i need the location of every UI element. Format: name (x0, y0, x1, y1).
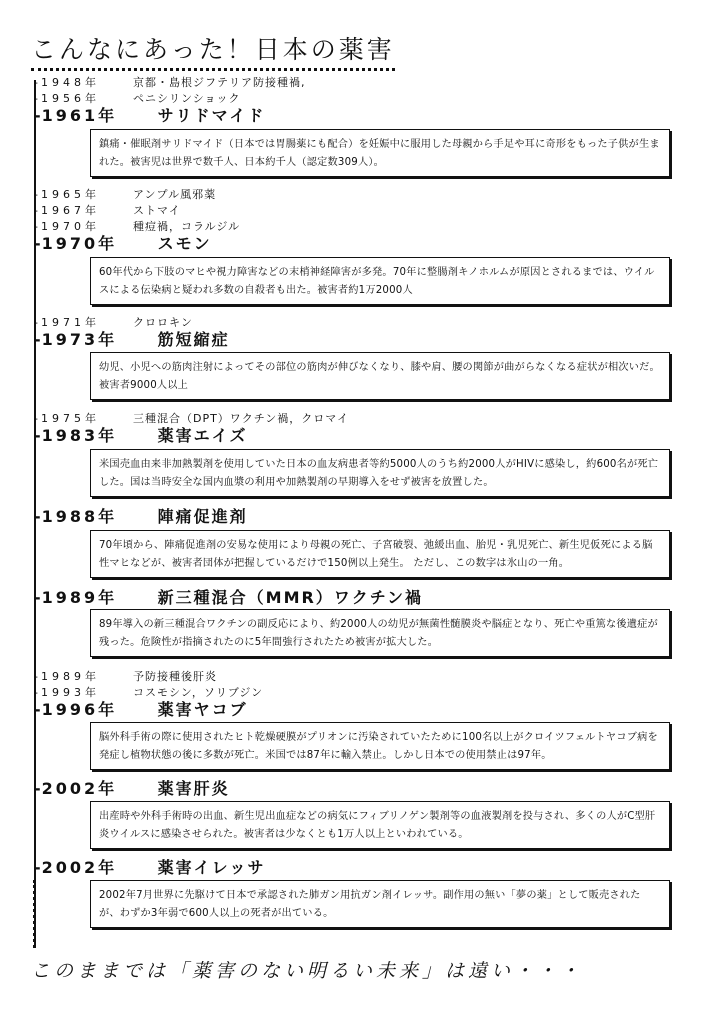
event-name: 京都・島根ジフテリア防接種禍, (132, 76, 306, 89)
page-title: こんなにあった！日本の薬害 (31, 30, 395, 71)
event-description-box: 70年頃から、陣痛促進剤の安易な使用により母親の死亡、子宮破裂、弛緩出血、胎児・乳児死亡、新生児仮死による脳性マヒなどが、被害者団体が把握しているだけで150例以上発生。 ただし、この数字は氷山の一角。 (90, 530, 670, 578)
event-name: 薬害エイズ (157, 426, 248, 445)
event-description-box: 脳外科手術の際に使用されたヒト乾燥硬膜がプリオンに汚染されていたために100名以上がクロイツフェルトヤコブ病を発症し植物状態の後に多数が死亡。米国では87年に輸入禁止。しかし日本での使用禁止は97年。 (90, 722, 670, 770)
event-name: アンプル風邪薬 (132, 188, 217, 201)
event-year: 1988年 (41, 507, 118, 526)
event-name: 種痘禍，コラルジル (132, 220, 241, 233)
major-event-heading (34, 106, 265, 125)
major-event-heading (34, 507, 248, 526)
event-description-box: 出産時や外科手術時の出血、新生児出血症などの病気にフィブリノゲン製剤等の血液製剤を投与され、多くの人がC型肝炎ウイルスに感染させられた。被害者は少なくとも1万人以上といわれている。 (90, 801, 670, 849)
event-name: 薬害ヤコブ (157, 700, 248, 719)
minor-event (34, 412, 349, 425)
event-description-box: 幼児、小児への筋肉注射によってその部位の筋肉が伸びなくなり、膝や肩、腰の関節が曲がらなくなる症状が相次いだ。被害者9000人以上 (90, 352, 670, 400)
major-event-heading (34, 330, 230, 349)
event-year: 1967年 (40, 204, 100, 217)
event-description-box: 2002年7月世界に先駆けて日本で承認された肺ガン用抗ガン剤イレッサ。副作用の無い「夢の薬」として販売されたが、わずか3年弱で600人以上の死者が出ている。 (90, 880, 670, 928)
event-name: スモン (157, 234, 212, 253)
event-year: 1970年 (40, 220, 100, 233)
event-description-box: 鎮痛・催眠剤サリドマイド（日本では胃腸薬にも配合）を妊娠中に服用した母親から手足や耳に奇形をもった子供が生まれた。被害児は世界で数千人、日本約千人（認定数309人）。 (90, 129, 670, 177)
event-name: サリドマイド (157, 106, 266, 125)
event-name: 陣痛促進剤 (157, 507, 248, 526)
major-event-heading (34, 588, 423, 607)
minor-event (34, 76, 305, 89)
event-description-box: 89年導入の新三種混合ワクチンの副反応により、約2000人の幼児が無菌性髄膜炎や脳症となり、死亡や重篤な後遺症が残った。危険性が指摘されたのに5年間強行されたため被害が拡大した。 (90, 609, 670, 657)
minor-event (34, 316, 193, 329)
event-year: 1961年 (41, 106, 118, 125)
event-year: 1956年 (40, 92, 100, 105)
event-name: ストマイ (132, 204, 181, 217)
major-event-heading (34, 858, 265, 877)
event-description-box: 米国売血由来非加熱製剤を使用していた日本の血友病患者等約5000人のうち約2000人がHIVに感染し，約600名が死亡した。国は当時安全な国内血漿の利用や加熱製剤の早期導入をせず被害を放置した。 (90, 449, 670, 497)
event-year: 1965年 (40, 188, 100, 201)
timeline-dotted-end (33, 880, 36, 948)
event-year: 1971年 (40, 316, 100, 329)
event-name: 新三種混合（MMR）ワクチン禍 (157, 588, 424, 607)
minor-event (34, 204, 181, 217)
event-year: 1989年 (41, 588, 118, 607)
event-year: 1973年 (41, 330, 118, 349)
event-name: 筋短縮症 (157, 330, 230, 349)
event-name: 三種混合（DPT）ワクチン禍，クロマイ (132, 412, 350, 425)
event-year: 1993年 (40, 686, 100, 699)
event-year: 1983年 (41, 426, 118, 445)
minor-event (34, 686, 263, 699)
event-year: 1996年 (41, 700, 118, 719)
minor-event (34, 220, 240, 233)
event-year: 2002年 (41, 779, 118, 798)
event-year: 2002年 (41, 858, 118, 877)
major-event-heading (34, 700, 248, 719)
minor-event (34, 92, 241, 105)
footer-message: このままでは「薬害のない明るい未来」は遠い・・・ (31, 960, 584, 982)
event-name: ペニシリンショック (132, 92, 241, 105)
event-year: 1989年 (40, 670, 100, 683)
event-name: 薬害イレッサ (157, 858, 266, 877)
minor-event (34, 188, 216, 201)
event-name: コスモシン，ソリブジン (132, 686, 264, 699)
event-name: クロロキン (132, 316, 193, 329)
event-year: 1975年 (40, 412, 100, 425)
major-event-heading (34, 234, 212, 253)
major-event-heading (34, 426, 247, 445)
event-name: 予防接種後肝炎 (132, 670, 217, 683)
event-year: 1948年 (40, 76, 100, 89)
event-description-box: 60年代から下肢のマヒや視力障害などの末梢神経障害が多発。70年に整腸剤キノホルムが原因とされるまでは、ウイルスによる伝染病と疑われ多数の自殺者も出た。被害者約1万2000人 (90, 257, 670, 305)
major-event-heading (34, 779, 230, 798)
event-year: 1970年 (41, 234, 118, 253)
event-name: 薬害肝炎 (157, 779, 230, 798)
minor-event (34, 670, 217, 683)
